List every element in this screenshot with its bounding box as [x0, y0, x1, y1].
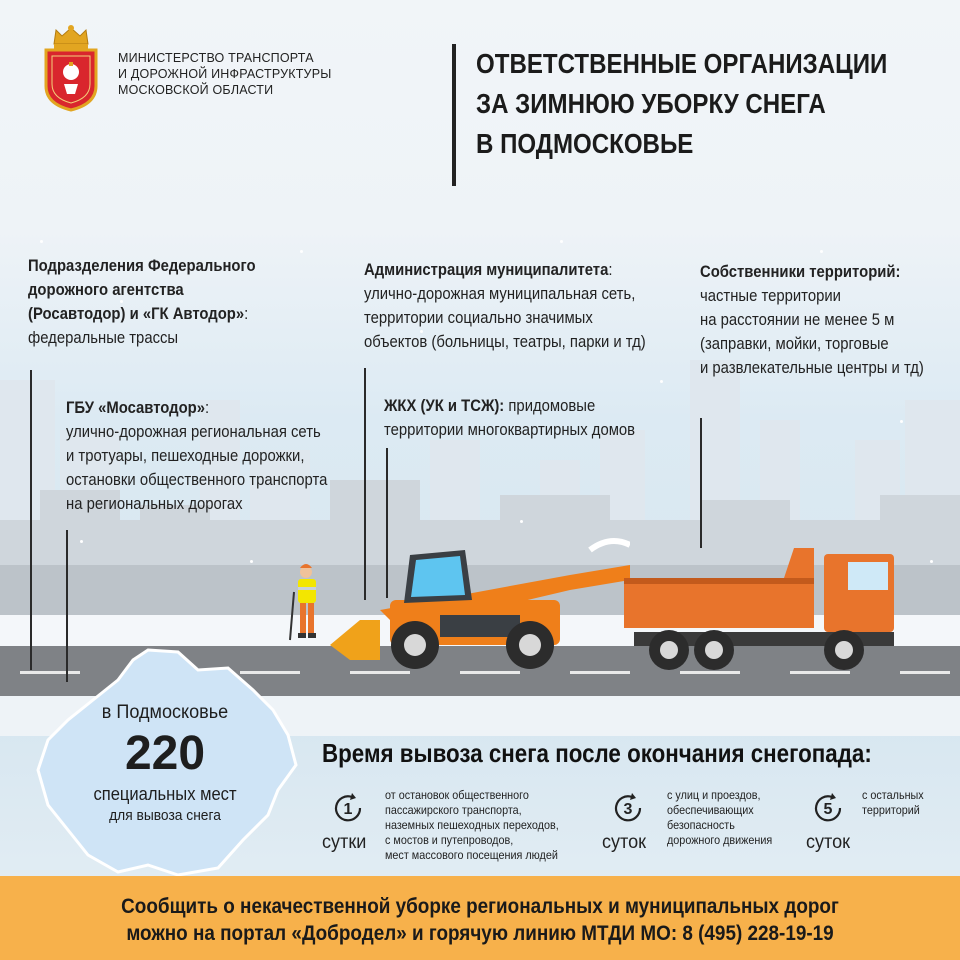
- housing-block: [384, 394, 635, 442]
- federal-pointer-line: [30, 370, 32, 670]
- housing-desc-first: придомовые: [504, 397, 596, 415]
- page-title: [476, 44, 887, 164]
- municipal-desc: улично-дорожная муниципальная сеть,: [364, 285, 636, 303]
- removal-desc-3: с улиц и проездов, обеспечивающих безопасность дорожного движения: [667, 788, 773, 847]
- owners-title: Собственники территорий:: [700, 263, 901, 281]
- municipal-block: [364, 258, 646, 354]
- coat-of-arms-logo: [42, 24, 100, 112]
- federal-title-line: дорожного агентства: [28, 281, 184, 299]
- mosavtodor-colon: :: [205, 399, 210, 417]
- housing-title: ЖКХ (УК и ТСЖ):: [384, 397, 505, 415]
- map-line-purpose: для вывоза снега: [109, 807, 221, 824]
- removal-desc-5: с остальных территорий: [862, 788, 924, 817]
- municipal-desc: территории социально значимых: [364, 309, 593, 327]
- owners-desc: (заправки, мойки, торговые: [700, 335, 889, 353]
- title-divider: [452, 44, 456, 186]
- federal-title-line: Подразделения Федерального: [28, 257, 256, 275]
- removal-unit: суток: [602, 832, 647, 853]
- owners-desc: на расстоянии не менее 5 м: [700, 311, 895, 329]
- federal-title-line: (Росавтодор) и «ГК Автодор»: [28, 305, 245, 323]
- mosavtodor-desc: на региональных дорогах: [66, 495, 243, 513]
- dump-truck-illustration: [614, 540, 904, 680]
- map-caption: [40, 700, 290, 826]
- map-line-region: в Подмосковье: [101, 702, 229, 723]
- mosavtodor-desc: улично-дорожная региональная сеть: [66, 423, 321, 441]
- road-worker-illustration: [284, 562, 328, 642]
- clock-1-icon: [332, 792, 364, 824]
- owners-desc: и развлекательные центры и тд): [700, 359, 924, 377]
- title-line: ОТВЕТСТВЕННЫЕ ОРГАНИЗАЦИИ: [476, 48, 888, 79]
- mosavtodor-desc: и тротуары, пешеходные дорожки,: [66, 447, 305, 465]
- ministry-line: И ДОРОЖНОЙ ИНФРАСТРУКТУРЫ: [118, 67, 332, 81]
- removal-number: 1: [343, 801, 353, 818]
- removal-unit: суток: [806, 832, 851, 853]
- owners-block: [700, 260, 924, 380]
- housing-desc: территории многоквартирных домов: [384, 421, 636, 439]
- municipal-title: Администрация муниципалитета: [364, 261, 609, 279]
- removal-time-title: Время вывоза снега после окончания снегопада:: [322, 738, 872, 768]
- map-line-places: специальных мест: [93, 784, 237, 804]
- ministry-name: [118, 50, 332, 98]
- footer-line: можно на портал «Добродел» и горячую линию МТДИ МО: 8 (495) 228-19-19: [126, 922, 834, 945]
- ministry-line: МОСКОВСКОЙ ОБЛАСТИ: [118, 83, 274, 97]
- owners-pointer-line: [700, 418, 702, 548]
- municipal-desc: объектов (больницы, театры, парки и тд): [364, 333, 646, 351]
- removal-number: 5: [823, 801, 833, 818]
- removal-desc-1: от остановок общественного пассажирского транспорта, наземных пешеходных переходов, с мостов и путепроводов, мест массового посещения людей: [385, 788, 559, 862]
- map-count: 220: [124, 727, 206, 780]
- removal-unit: сутки: [322, 832, 367, 853]
- title-line: ЗА ЗИМНЮЮ УБОРКУ СНЕГА: [476, 88, 826, 119]
- mosavtodor-title: ГБУ «Мосавтодор»: [66, 399, 206, 417]
- footer-text: [0, 893, 960, 947]
- owners-desc: частные территории: [700, 287, 841, 305]
- federal-colon: :: [244, 305, 249, 323]
- mosavtodor-block: [66, 396, 327, 516]
- snow-loader-illustration: [330, 535, 630, 675]
- title-line: В ПОДМОСКОВЬЕ: [476, 128, 694, 159]
- federal-desc: федеральные трассы: [28, 329, 179, 347]
- clock-5-icon: [812, 792, 844, 824]
- footer-line: Сообщить о некачественной уборке региональных и муниципальных дорог: [121, 895, 839, 918]
- federal-block: [28, 254, 256, 350]
- removal-number: 3: [623, 801, 633, 818]
- mosavtodor-desc: остановки общественного транспорта: [66, 471, 328, 489]
- ministry-line: МИНИСТЕРСТВО ТРАНСПОРТА: [118, 51, 314, 65]
- clock-3-icon: [612, 792, 644, 824]
- municipal-colon: :: [608, 261, 613, 279]
- road-marking: [900, 671, 950, 674]
